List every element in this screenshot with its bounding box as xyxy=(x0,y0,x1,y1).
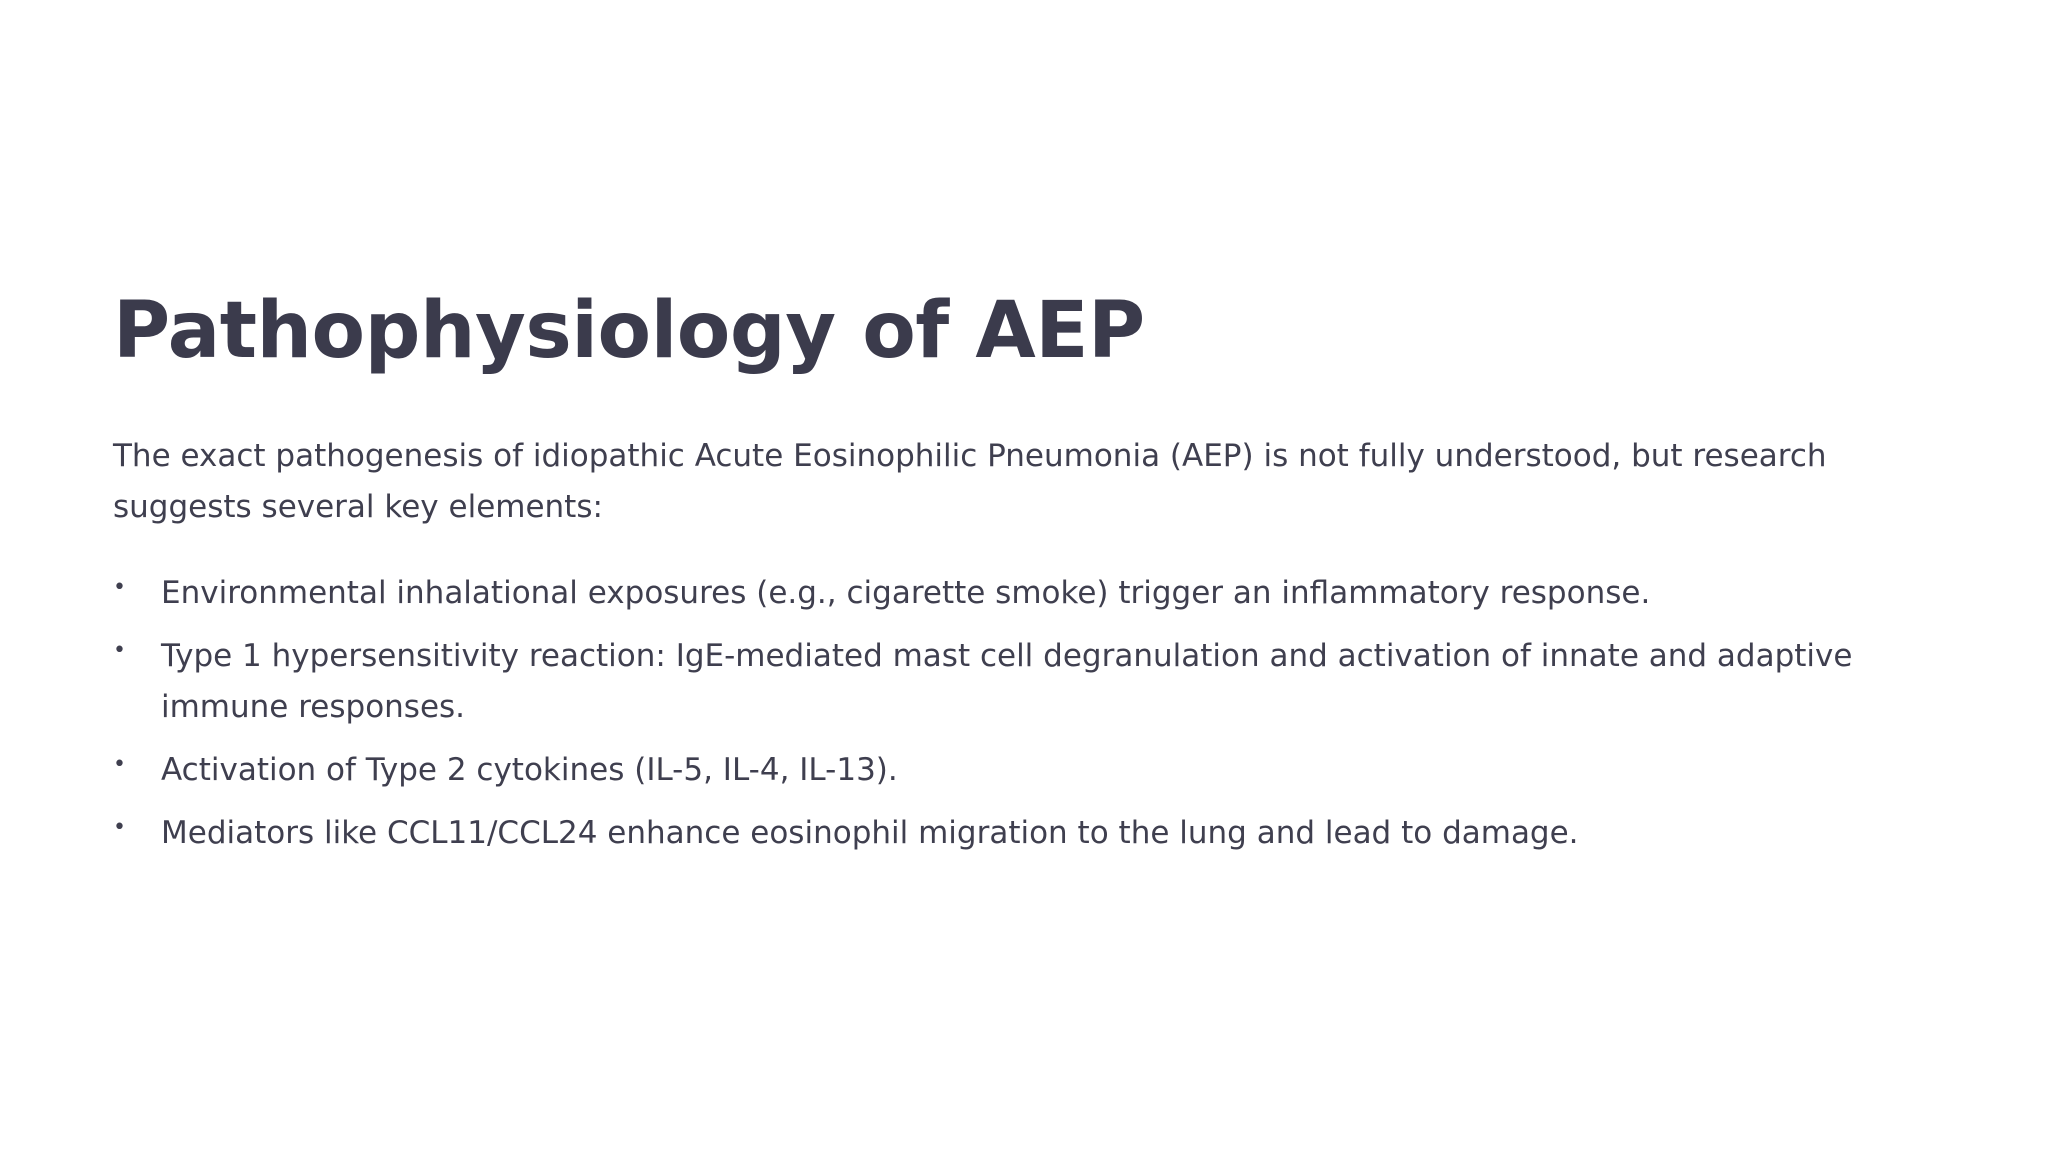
bullet-dot-icon: • xyxy=(113,574,126,600)
bullet-text: Environmental inhalational exposures (e.g., cigarette smoke) trigger an inflammatory response. xyxy=(161,574,1651,611)
slide-content xyxy=(113,285,1943,871)
bullet-text: Mediators like CCL11/CCL24 enhance eosinophil migration to the lung and lead to damage. xyxy=(161,814,1579,851)
bullet-text: Activation of Type 2 cytokines (IL-5, IL-4, IL-13). xyxy=(161,751,898,788)
bullet-item xyxy=(113,631,1943,733)
intro-paragraph: The exact pathogenesis of idiopathic Acute Eosinophilic Pneumonia (AEP) is not fully understood, but research suggests several key elements: xyxy=(113,437,1827,525)
bullet-item xyxy=(113,745,1943,796)
bullet-item xyxy=(113,808,1943,859)
bullet-item xyxy=(113,568,1943,619)
bullet-dot-icon: • xyxy=(113,814,126,840)
slide-title: Pathophysiology of AEP xyxy=(113,286,1145,376)
bullet-dot-icon: • xyxy=(113,637,126,663)
bullet-dot-icon: • xyxy=(113,751,126,777)
bullet-list xyxy=(113,568,1943,859)
bullet-text: Type 1 hypersensitivity reaction: IgE-mediated mast cell degranulation and activation of innate and adaptive immune responses. xyxy=(161,637,1853,725)
